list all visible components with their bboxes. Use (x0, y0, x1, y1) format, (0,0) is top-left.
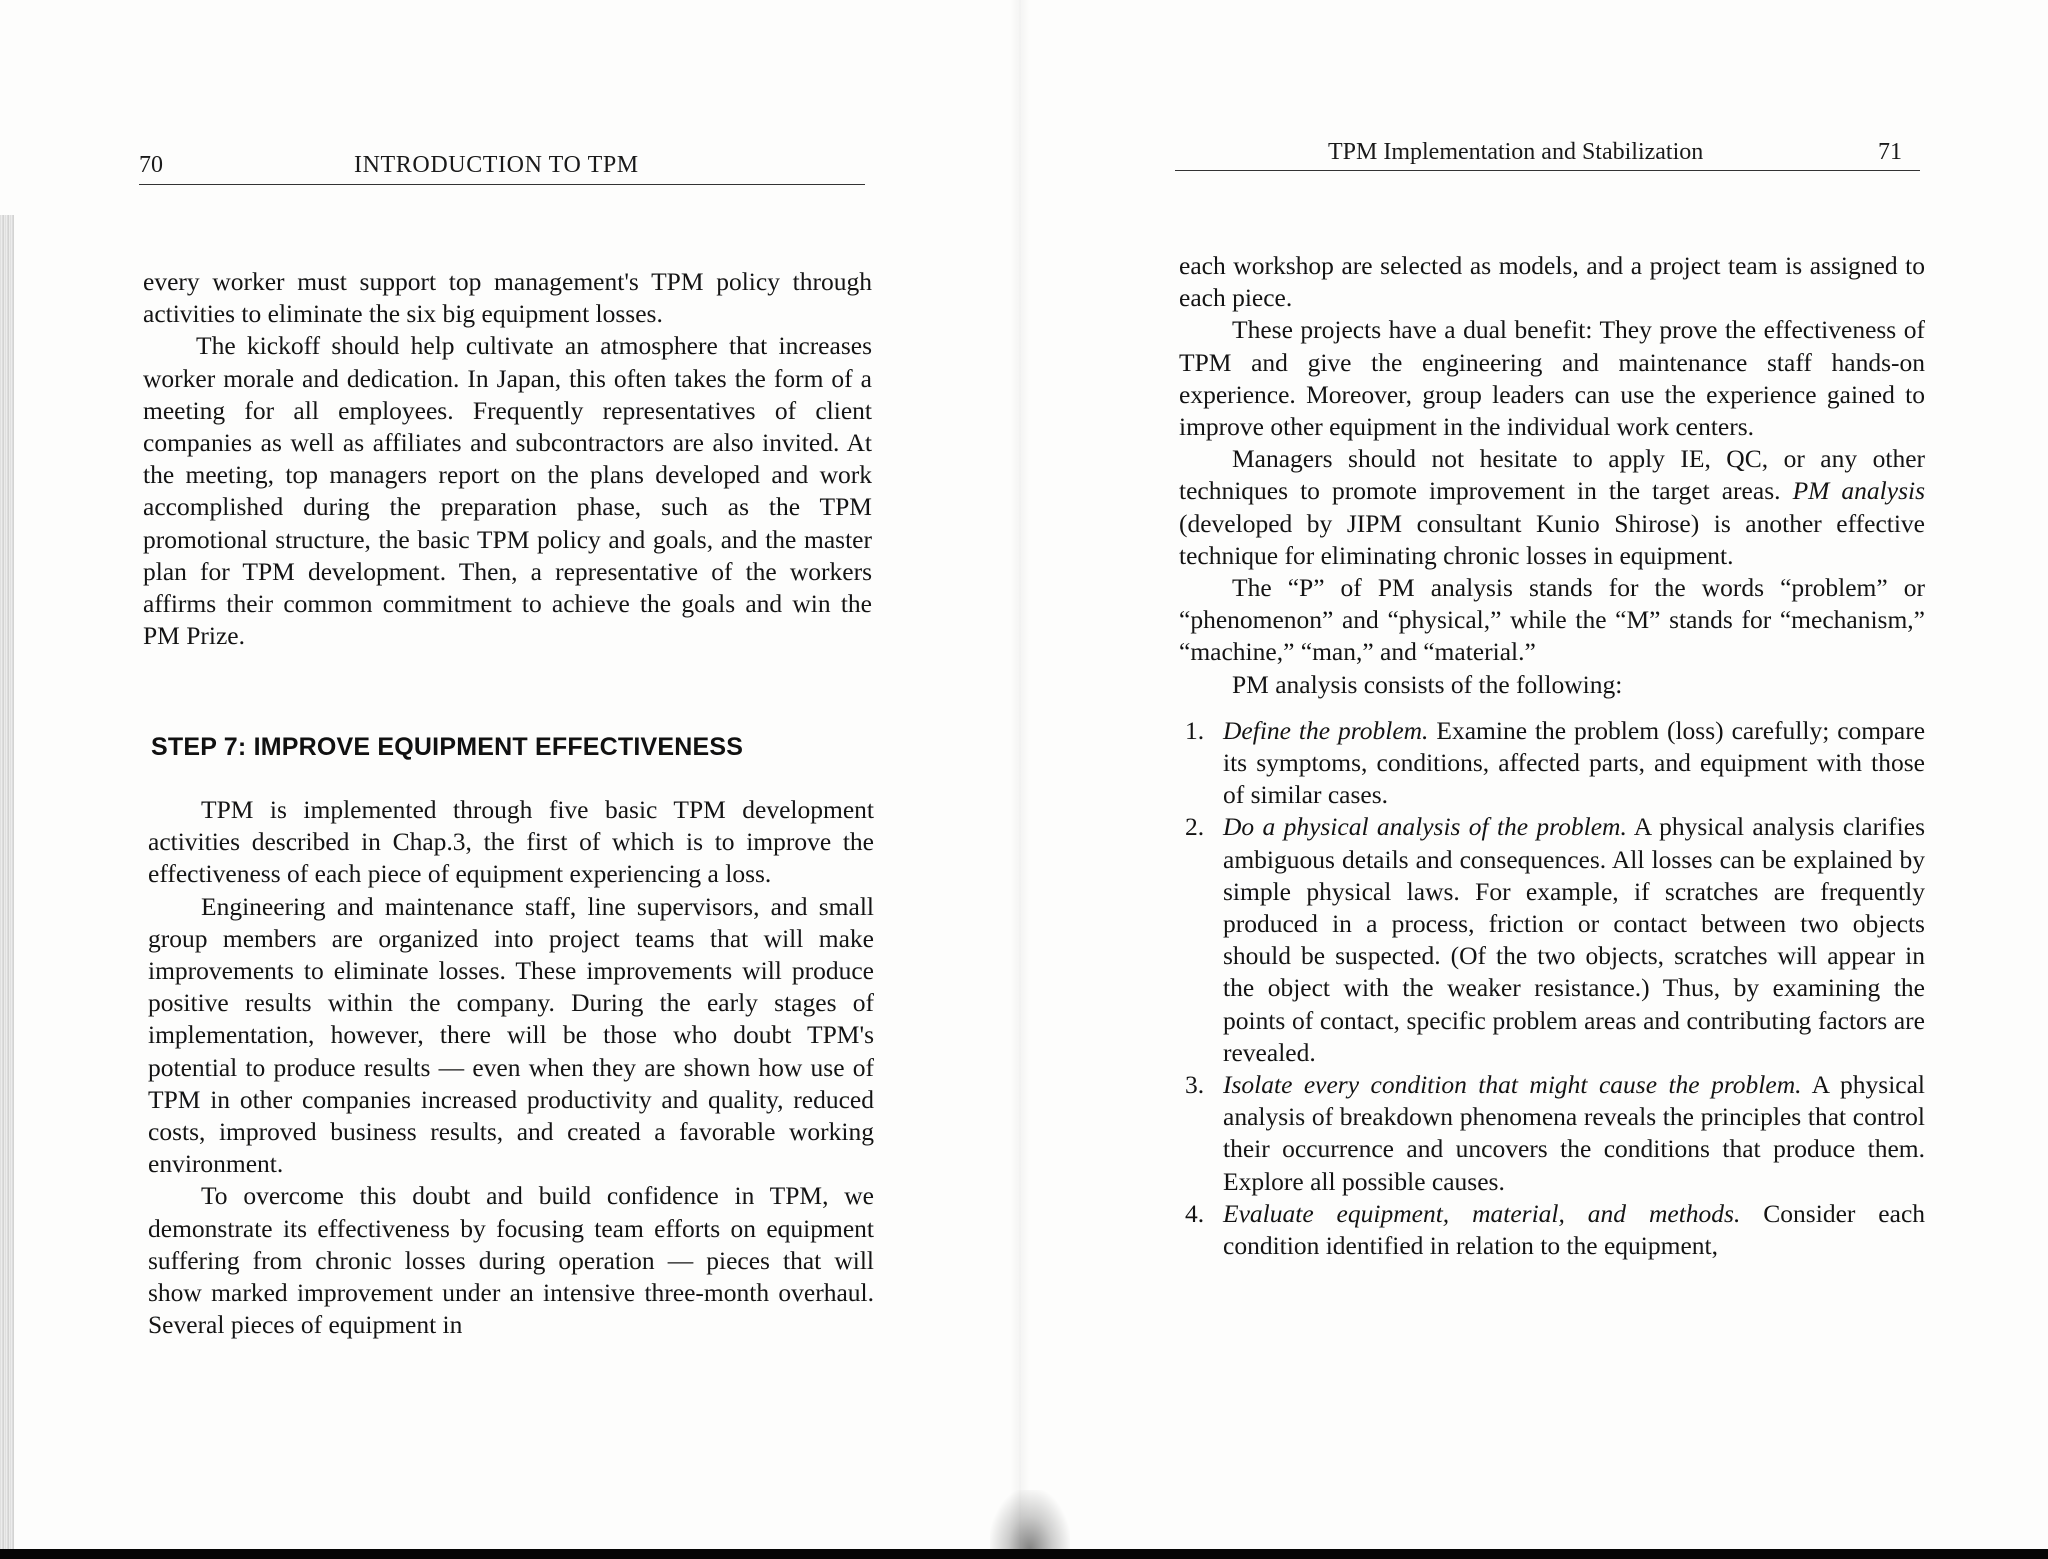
book-gutter (1010, 0, 1030, 1559)
text-run: Managers should not hesitate to apply IE, QC, or any other techniques to promote improvement in the target areas. (1179, 444, 1925, 506)
paragraph: each workshop are selected as models, and a project team is assigned to each piece. (1179, 251, 1925, 313)
list-item (1185, 811, 1925, 1069)
text-run: (developed by JIPM consultant Kunio Shirose) is another effective technique for eliminating chronic losses in equipment. (1179, 508, 1925, 570)
list-item-title: Do a physical analysis of the problem. (1223, 812, 1627, 842)
italic-term: PM analysis (1792, 476, 1926, 506)
left-page (0, 0, 1010, 1549)
list-item-text: Examine the problem (loss) carefully; compare its symptoms, conditions, affected parts, and equipment with those of similar cases. (1223, 715, 1926, 810)
list-item (1185, 1069, 1925, 1198)
page-number: 71 (1878, 139, 1902, 165)
paragraph: every worker must support top management's TPM policy through activities to eliminate the six big equipment losses. (143, 267, 872, 329)
list-item (1185, 1198, 1925, 1262)
header-rule (139, 184, 865, 185)
list-number: 2. (1185, 812, 1205, 842)
list-number: 3. (1185, 1070, 1205, 1100)
list-number: 1. (1185, 715, 1205, 745)
list-item-text: A physical analysis clarifies ambiguous details and consequences. All losses can be explained by simple physical laws. For example, if scratches are frequently produced in a process, friction or contact between two objects should be suspected. (Of the two objects, scratches will appear in the object with the weaker resistance.) Thus, by examining the points of contact, specific problem areas and contributing factors are revealed. (1223, 812, 1925, 1067)
paragraph (1179, 443, 1925, 572)
list-item (1185, 715, 1925, 812)
list-item-title: Isolate every condition that might cause the problem. (1223, 1070, 1802, 1100)
page-number: 70 (139, 152, 163, 178)
list-item-title: Define the problem. (1223, 715, 1429, 745)
left-body-top (143, 266, 872, 652)
paragraph: Engineering and maintenance staff, line supervisors, and small group members are organized into project teams that will make improvements to eliminate losses. These improvements will produce positive results within the company. During the early stages of implementation, however, there will be those who doubt TPM's potential to produce results — even when they are shown how use of TPM in other companies increased productivity and quality, reduced costs, improved business results, and created a favorable working environment. (148, 891, 874, 1179)
scan-bottom-edge (0, 1549, 2048, 1559)
paragraph: The kickoff should help cultivate an atmosphere that increases worker morale and dedication. In Japan, this often takes the form of a meeting for all employees. Frequently representatives of client companies as well as affiliates and subcontractors are also invited. At the meeting, top managers report on the plans developed and work accomplished during the preparation phase, such as the TPM promotional structure, the basic TPM policy and goals, and the master plan for TPM development. Then, a representative of the workers affirms their common commitment to achieve the goals and win the PM Prize. (143, 331, 872, 651)
paragraph: PM analysis consists of the following: (1232, 669, 1623, 699)
paragraph: The “P” of PM analysis stands for the words “problem” or “phenomenon” and “physical,” while the “M” stands for “mechanism,” “machine,” “man,” and “material.” (1179, 573, 1925, 667)
pm-analysis-list (1185, 715, 1925, 1262)
running-head: INTRODUCTION TO TPM (354, 152, 639, 178)
header-rule (1175, 170, 1920, 171)
right-body (1179, 250, 1925, 1262)
section-heading: STEP 7: IMPROVE EQUIPMENT EFFECTIVENESS (151, 733, 744, 761)
list-item-title: Evaluate equipment, material, and methods. (1223, 1198, 1741, 1228)
list-item-text: Consider each condition identified in relation to the equipment, (1223, 1198, 1926, 1261)
right-page (1030, 0, 2048, 1549)
paragraph: These projects have a dual benefit: They prove the effectiveness of TPM and give the engineering and maintenance staff hands-on experience. Moreover, group leaders can use the experience gained to improve other equipment in the individual work centers. (1179, 315, 1925, 442)
paragraph: TPM is implemented through five basic TPM development activities described in Chap.3, the first of which is to improve the effectiveness of each piece of equipment experiencing a loss. (148, 795, 874, 889)
list-number: 4. (1185, 1198, 1205, 1228)
list-item-text: A physical analysis of breakdown phenomena reveals the principles that control their occurrence and uncovers the conditions that produce them. Explore all possible causes. (1223, 1070, 1926, 1196)
paragraph: To overcome this doubt and build confidence in TPM, we demonstrate its effectiveness by focusing team efforts on equipment suffering from chronic losses during operation — pieces that will show marked improvement under an intensive three-month overhaul. Several pieces of equipment in (148, 1181, 874, 1340)
left-body-step (148, 794, 874, 1341)
running-head: TPM Implementation and Stabilization (1328, 139, 1704, 165)
